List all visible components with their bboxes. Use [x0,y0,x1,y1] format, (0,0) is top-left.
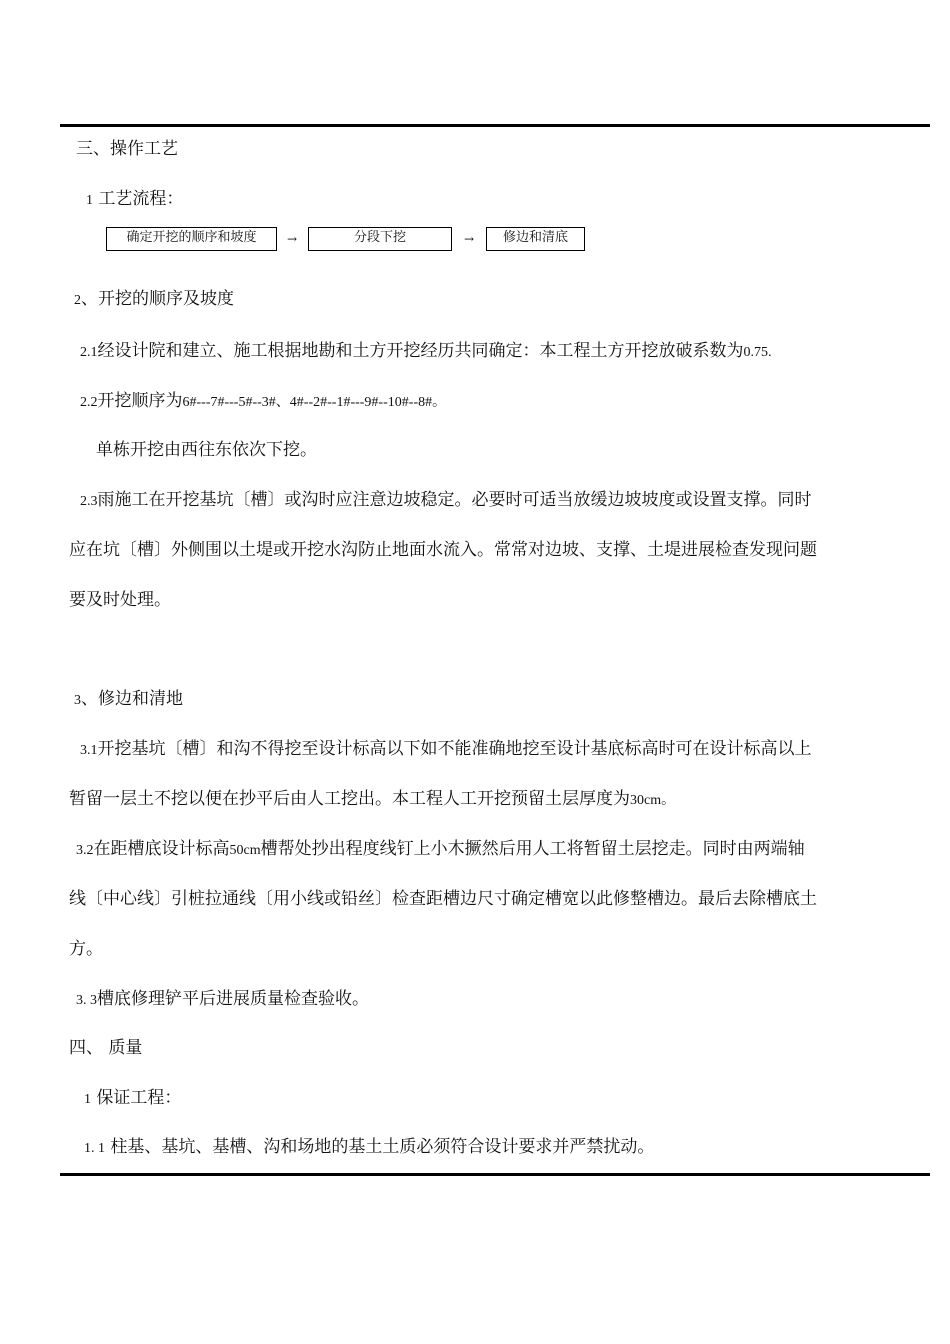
item-text: 暂留一层土不挖以便在抄平后由人工挖出。本工程人工开挖预留土层厚度为 [69,789,630,809]
flow-step-1 [106,227,277,251]
para-3-3 [76,988,369,1012]
flow-arrow-2: → [464,232,475,246]
item-text: 在距槽底设计标高 [93,839,230,859]
top-rule [60,124,930,127]
item-text: 开挖基坑〔槽〕和沟不得挖至设计标高以下如不能准确地挖至设计基底标高时可在设计标高以上 [97,739,812,759]
item-text: 、修边和清地 [81,689,183,709]
item-text: 槽底修理铲平后进展质量检查验收。 [97,989,369,1009]
para-2-2 [80,390,446,414]
para-3-1-line-1 [80,738,812,762]
flow-step-3-label: 修边和清底 [502,230,568,245]
item-number: 1 [84,1092,91,1107]
item-number: 2.2 [80,395,98,410]
item-number: 2.1 [80,345,98,360]
item-text: 槽帮处抄出程度线钉上小木撅然后用人工将暂留土层挖走。同时由两端轴 [260,839,805,859]
bottom-rule [60,1173,930,1176]
item-number: 1. 1 [84,1141,105,1156]
heading-quality [69,1037,142,1059]
para-2-3-line-2 [69,539,817,561]
item-number: 2 [74,293,81,308]
flow-step-3 [486,227,585,251]
para-2-2-b [96,439,317,461]
item-number: 3. 3 [76,993,97,1008]
para-3-1-line-2 [69,788,675,812]
heading-trimming [74,688,183,712]
item-text: 应在坑〔槽〕外侧围以土堤或开挖水沟防止地面水流入。常常对边坡、支撑、土堤进展检查发现问题 [69,540,817,560]
item-number: 1 [86,193,93,208]
item-text: 工艺流程： [98,189,184,209]
item-guarantee [84,1087,181,1111]
item-text: 雨施工在开挖基坑〔槽〕或沟时应注意边坡稳定。必要时可适当放缓边坡坡度或设置支撑。同时 [97,490,812,510]
flow-step-1-label: 确定开挖的顺序和坡度 [126,230,257,245]
para-3-2-line-2 [69,888,817,910]
item-text: 柱基、基坑、基槽、沟和场地的基土土质必须符合设计要求并严禁扰动。 [110,1137,655,1157]
para-2-3-line-1 [80,489,812,513]
excavation-sequence: 6#---7#---5#--3#、4#--2#--1#---9#--10#--8#。 [182,395,447,410]
item-text: 保证工程： [96,1088,182,1108]
item-text: 线〔中心线〕引桩拉通线〔用小线或铅丝〕检查距槽边尺寸确定槽宽以此修整槽边。最后去除槽底土 [69,889,817,909]
para-2-1 [80,340,772,364]
heading-text: 三、操作工艺 [76,139,178,159]
flow-arrow-1: → [287,232,298,246]
flow-step-2-label: 分段下挖 [353,230,406,245]
reserved-layer-thickness: 30cm。 [630,793,676,808]
slope-coefficient: 0.75. [743,345,772,360]
para-4-1-1 [84,1136,654,1160]
item-text: 要及时处理。 [69,590,171,610]
item-number: 3 [74,693,81,708]
flow-step-2 [308,227,452,251]
para-3-2-line-1 [76,838,805,862]
para-2-3-line-3 [69,589,171,611]
item-process-flow [86,188,183,212]
heading-operation-process [76,138,178,160]
item-text: 单栋开挖由西往东依次下挖。 [96,440,317,460]
item-number: 2.3 [80,494,98,509]
level-line-height: 50cm [229,843,261,858]
item-number: 3.1 [80,743,98,758]
item-number: 3.2 [76,843,94,858]
heading-excavation-order [74,288,234,312]
item-text: 、开挖的顺序及坡度 [81,289,234,309]
para-3-2-line-3 [69,938,103,960]
item-text: 方。 [69,939,103,959]
item-text: 开挖顺序为 [97,391,183,411]
item-text: 经设计院和建立、施工根据地勘和土方开挖经历共同确定：本工程土方开挖放破系数为 [97,341,744,361]
heading-text: 四、 质量 [69,1038,143,1058]
